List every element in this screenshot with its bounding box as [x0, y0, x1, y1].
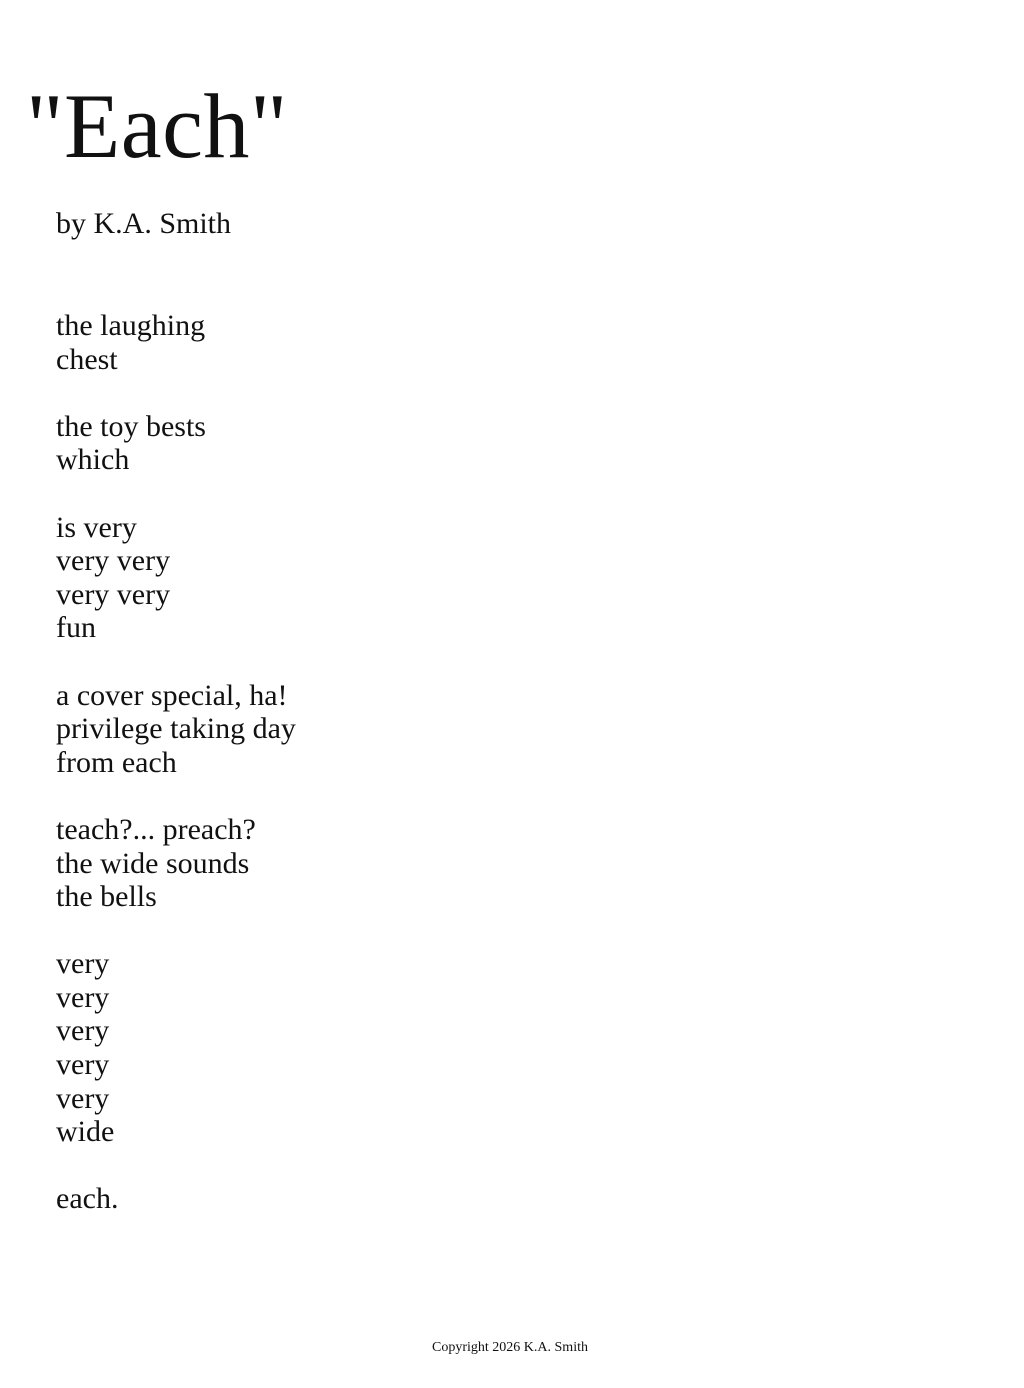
poem-line: very	[56, 980, 110, 1014]
poem-line: is very	[56, 510, 137, 544]
stanza	[56, 1182, 296, 1216]
stanza	[56, 679, 296, 780]
poem-line: very	[56, 1081, 110, 1115]
stanza	[56, 309, 296, 376]
stanza	[56, 511, 296, 645]
stanza	[56, 410, 296, 477]
poem-line: fun	[56, 611, 96, 645]
poem-line: very very	[56, 544, 171, 578]
copyright-notice: Copyright 2026 K.A. Smith	[432, 1340, 588, 1355]
poem-line: the bells	[56, 880, 157, 914]
poem-line: wide	[56, 1115, 115, 1149]
poem-line: the laughing	[56, 309, 206, 342]
byline: by K.A. Smith	[56, 207, 232, 240]
poem-line: very	[56, 947, 110, 981]
poem-line: very very	[56, 577, 171, 611]
poem-line: very	[56, 1014, 110, 1048]
poem-line: the wide sounds	[56, 846, 250, 880]
stanza	[56, 813, 296, 914]
poem-body	[56, 309, 296, 1216]
poem-line: chest	[56, 342, 118, 376]
poem-title: "Each"	[26, 75, 288, 177]
poem-line: teach?... preach?	[56, 812, 256, 846]
poem-line: privilege taking day	[56, 712, 296, 746]
poem-line: a cover special, ha!	[56, 678, 288, 712]
poem-line: very	[56, 1048, 110, 1082]
stanza	[56, 947, 296, 1149]
poem-line: the toy bests	[56, 409, 206, 443]
poem-line: which	[56, 443, 130, 477]
poem-line: from each	[56, 745, 177, 779]
poem-line: each.	[56, 1182, 119, 1216]
